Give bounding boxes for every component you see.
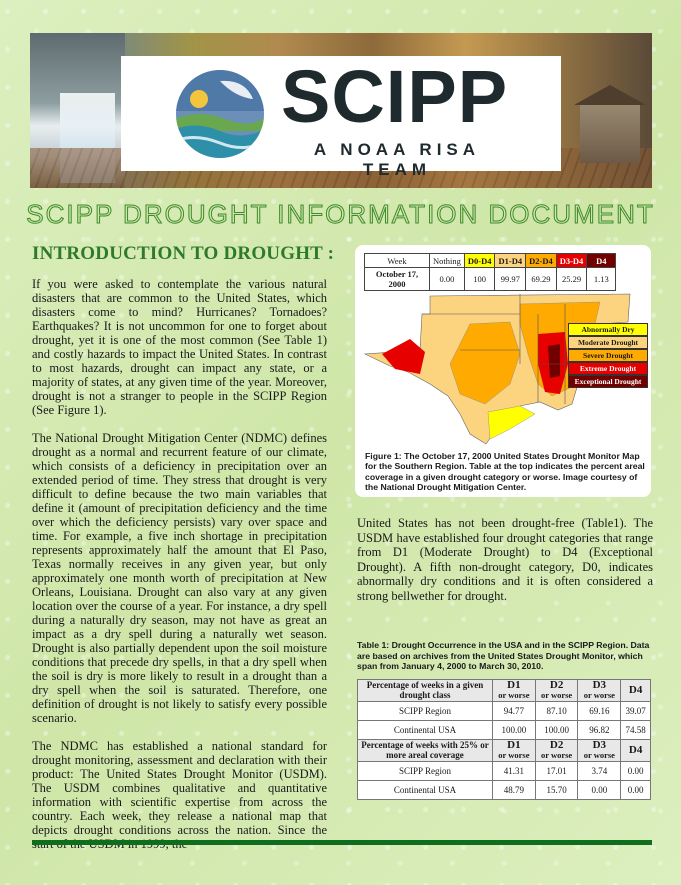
table-cell: 17.01	[535, 762, 578, 781]
figure-caption: Figure 1: The October 17, 2000 United States Drought Monitor Map for the Southern Region. Table at the top indicates the percent areal coverage in a given drought category or worse. Image courtesy of the National Drought Mitigation Center.	[365, 451, 645, 492]
dm-cell: 69.29	[526, 268, 557, 291]
map-region-dry	[488, 406, 535, 439]
table-cell: 0.00	[621, 781, 651, 800]
table-row	[358, 702, 651, 721]
header-d4	[621, 680, 651, 702]
legend-item: Abnormally Dry	[568, 323, 648, 336]
map-region-extreme-west	[382, 339, 425, 374]
header-d2	[535, 740, 578, 762]
dm-cell: 1.13	[587, 268, 616, 291]
col-code: D2	[549, 739, 564, 751]
dm-cell: 25.29	[556, 268, 587, 291]
scipp-globe-icon	[175, 69, 265, 159]
col-sub: or worse	[583, 689, 615, 700]
paragraph-2: The National Drought Mitigation Center (NDMC) defines drought as a normal and recurrent feature of our climate, which consists of a deficiency in precipitation over an extended period of time. They stress that drought is very difficult to define because the two main variables that define it (amount of precipitation deficiency and the time over which the deficiency persists) vary over space and time. For example, a five inch shortage in precipitation represents approximately half the amount that El Paso, Texas normally receives in any given year, but only approximately one month worth of precipitation at New Orleans, Louisiana. Drought can also vary at any given location over the course of a year. For instance, a dry spell during a naturally dry season, may not have as great an impact as a dry spell during a naturally wet season. Drought is also partially dependent upon the soil moisture conditions that precede dry spells, in that a dry spell when the soil is dry is more likely to result in a drought than a dry spell when the soil is saturated. Therefore, one definition of drought is not likely to satisfy every possible scenario.	[32, 431, 327, 725]
left-column	[32, 277, 327, 865]
dm-header-cell: D2-D4	[526, 254, 557, 268]
table-1-caption: Table 1: Drought Occurrence in the USA and in the SCIPP Region. Data are based on archives from the United States Drought Monitor, which span from January 4, 2000 to March 30, 2010.	[357, 640, 650, 671]
dm-cell: 100	[464, 268, 495, 291]
legend-item: Exceptional Drought	[568, 375, 648, 388]
farmhouse-photo	[580, 103, 640, 163]
header-label: Percentage of weeks with 25% or more areal coverage	[358, 740, 493, 762]
dm-cell: October 17, 2000	[365, 268, 430, 291]
header-d4	[621, 740, 651, 762]
col-sub: or worse	[583, 749, 615, 760]
col-code: D1	[507, 679, 521, 691]
document-title: SCIPP DROUGHT INFORMATION DOCUMENT	[26, 199, 655, 229]
dm-cell: 99.97	[495, 268, 526, 291]
col-sub: or worse	[540, 749, 573, 760]
table-cell: 74.58	[621, 721, 651, 740]
dm-header-cell: D4	[587, 254, 616, 268]
bottom-divider	[32, 840, 652, 845]
dm-header-cell: Nothing	[430, 254, 465, 268]
header-d1	[493, 740, 536, 762]
table-cell: 0.00	[621, 762, 651, 781]
header-d2	[535, 680, 578, 702]
row-label: Continental USA	[358, 721, 493, 740]
table-cell: 100.00	[535, 721, 578, 740]
table-cell: 48.79	[493, 781, 536, 800]
row-label: SCIPP Region	[358, 702, 493, 721]
scipp-logo	[121, 55, 561, 179]
header-d1	[493, 680, 536, 702]
dm-header-cell: D3-D4	[556, 254, 587, 268]
col-code: D3	[592, 739, 607, 751]
table-cell: 94.77	[493, 702, 536, 721]
dm-header-cell: D1-D4	[495, 254, 526, 268]
map-region-exceptional	[548, 344, 560, 378]
row-label: SCIPP Region	[358, 762, 493, 781]
table-row	[358, 762, 651, 781]
table-cell: 15.70	[535, 781, 578, 800]
table-cell: 87.10	[535, 702, 578, 721]
dm-cell: 0.00	[430, 268, 465, 291]
section-heading: INTRODUCTION TO DROUGHT :	[32, 243, 335, 264]
logo-wordmark: SCIPP	[281, 55, 509, 138]
legend-item: Extreme Drought	[568, 362, 648, 375]
legend-item: Severe Drought	[568, 349, 648, 362]
legend-item: Moderate Drought	[568, 336, 648, 349]
drought-legend	[568, 323, 648, 388]
col-sub: or worse	[498, 749, 530, 760]
logo-subtitle: A NOAA RISA TEAM	[313, 140, 481, 179]
dm-header-cell: D0-D4	[464, 254, 495, 268]
col-code: D4	[628, 743, 643, 756]
drought-monitor-header-row	[365, 254, 616, 268]
table-cell: 100.00	[493, 721, 536, 740]
col-code: D2	[549, 679, 564, 691]
table-cell: 41.31	[493, 762, 536, 781]
col-code: D1	[507, 739, 521, 751]
col-sub: or worse	[498, 689, 530, 700]
col-code: D4	[628, 683, 643, 696]
paragraph-3: The NDMC has established a national standard for drought monitoring, assessment and declaration with their product: The United States Drought Monitor (USDM). The USDM combines qualitative and quantitative information with scientific expertise from across the country. Each week, they release a national map that depicts drought conditions across the nation. Since the	[32, 739, 327, 837]
table-cell: 3.74	[578, 762, 621, 781]
col-code: D3	[592, 679, 607, 691]
header-d3	[578, 740, 621, 762]
table-header-row	[358, 680, 651, 702]
col-sub: or worse	[540, 689, 573, 700]
table-cell: 0.00	[578, 781, 621, 800]
dm-header-cell: Week	[365, 254, 430, 268]
table-row	[358, 781, 651, 800]
header-d3	[578, 680, 621, 702]
table-cell: 39.07	[621, 702, 651, 721]
paragraph-1: If you were asked to contemplate the various natural disasters that are common to the United States, which disasters come to mind? Hurricanes? Tornadoes? Earthquakes? It is not uncommon for one to forget about drought, yet it is one of the most common (See Table 1) and costly hazards to impact the United States. In contrast to most hazards, drought can impact any state, or a majority of states, at any given time of the year. Moreover, drought is not a stranger to people in the SCIPP Region (See Figure 1).	[32, 277, 327, 417]
drought-occurrence-table	[357, 679, 651, 800]
table-header-row	[358, 740, 651, 762]
table-cell: 69.16	[578, 702, 621, 721]
table-cell: 96.82	[578, 721, 621, 740]
table-row	[358, 721, 651, 740]
figure-1	[355, 245, 651, 497]
row-label: Continental USA	[358, 781, 493, 800]
right-paragraph: United States has not been drought-free (Table1). The USDM have established four drought categories that range from D1 (Moderate Drought) to D4 (Exceptional Drought). A fifth non-drought category, D0, indicates abnormally dry conditions and it is often considered a strong bellwether for drought.	[357, 516, 653, 603]
header-label: Percentage of weeks in a given drought class	[358, 680, 493, 702]
